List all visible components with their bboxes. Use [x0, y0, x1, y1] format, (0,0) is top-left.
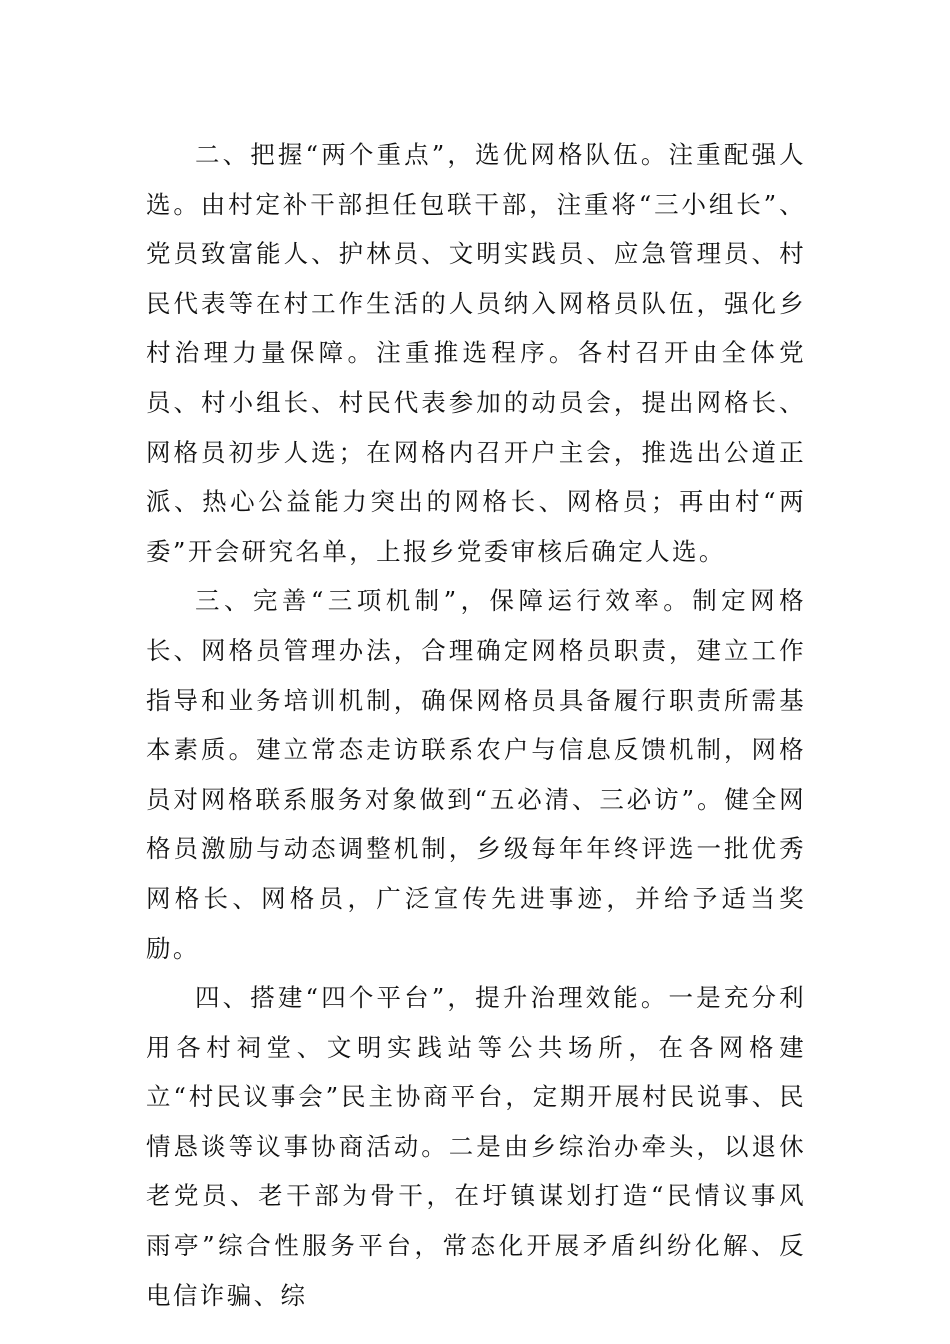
document-body [146, 130, 806, 1320]
paragraph-section-three: 三、完善“三项机制”，保障运行效率。制定网格长、网格员管理办法，合理确定网格员职责，建立工作指导和业务培训机制，确保网格员具备履行职责所需基本素质。建立常态走访联系农户与信息反馈机制，网格员对网格联系服务对象做到“五必清、三必访”。健全网格员激励与动态调整机制，乡级每年年终评选一批优秀网格长、网格员，广泛宣传先进事迹，并给予适当奖励。 [146, 586, 806, 963]
paragraph-section-four: 四、搭建“四个平台”，提升治理效能。一是充分利用各村祠堂、文明实践站等公共场所，在各网格建立“村民议事会”民主协商平台，定期开展村民说事、民情恳谈等议事协商活动。二是由乡综治办牵头，以退休老党员、老干部为骨干，在圩镇谋划打造“民情议事风雨亭”综合性服务平台，常态化开展矛盾纠纷化解、反电信诈骗、综 [146, 983, 806, 1310]
paragraph-section-two: 二、把握“两个重点”，选优网格队伍。注重配强人选。由村定补干部担任包联干部，注重将“三小组长”、党员致富能人、护林员、文明实践员、应急管理员、村民代表等在村工作生活的人员纳入网格员队伍，强化乡村治理力量保障。注重推选程序。各村召开由全体党员、村小组长、村民代表参加的动员会，提出网格长、网格员初步人选；在网格内召开户主会，推选出公道正派、热心公益能力突出的网格长、网格员；再由村“两委”开会研究名单，上报乡党委审核后确定人选。 [146, 140, 806, 566]
